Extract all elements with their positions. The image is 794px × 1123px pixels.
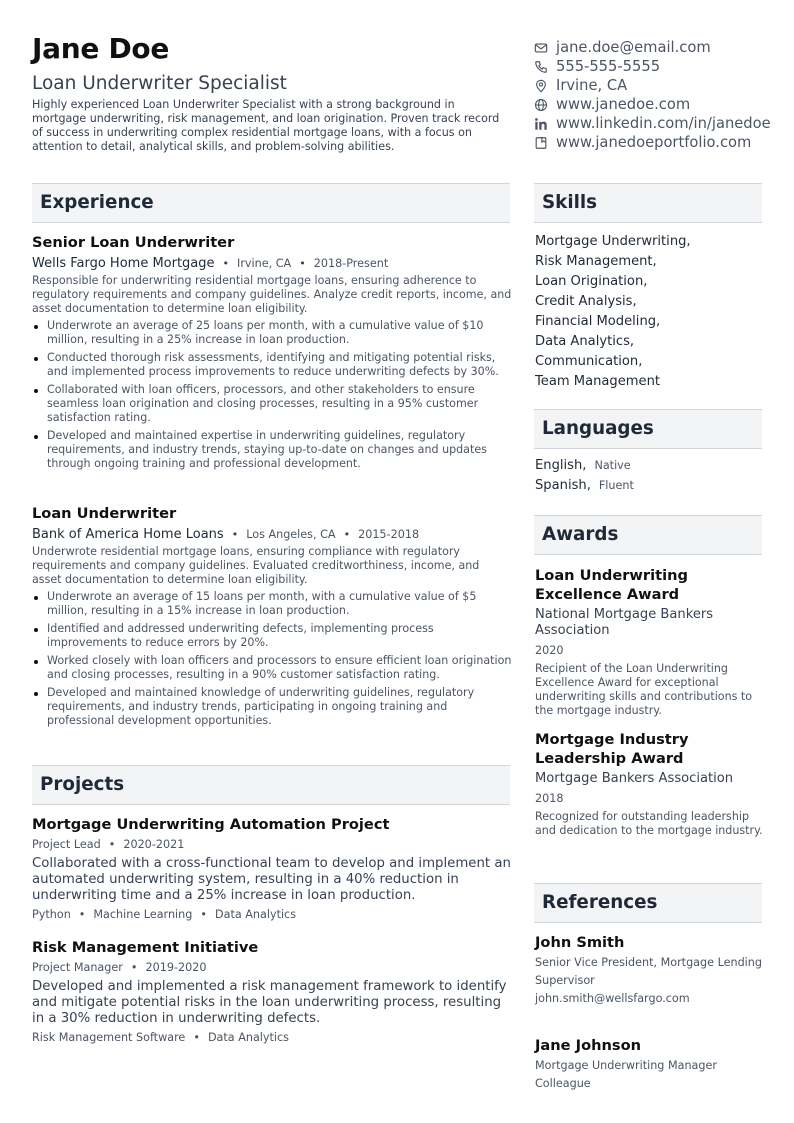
job-company: Bank of America Home Loans: [32, 527, 224, 542]
contact-portfolio[interactable]: [534, 133, 794, 152]
project-meta: [32, 960, 516, 975]
job-dates: 2015-2018: [358, 528, 420, 541]
separator-dot: •: [222, 257, 230, 270]
reference-email[interactable]: john.smith@wellsfargo.com: [535, 992, 690, 1005]
award-organization: National Mortgage Bankers Association: [535, 607, 714, 638]
job-location: Los Angeles, CA: [246, 528, 336, 541]
portfolio-icon: [534, 136, 548, 150]
phone-icon: [534, 60, 548, 74]
awards-section-header: [534, 515, 762, 555]
references-section-header: [534, 883, 762, 923]
email-icon: [534, 41, 548, 55]
reference-item: [535, 1037, 765, 1091]
project-description: Collaborated with a cross-functional team to develop and implement an automated underwriting system, resulting in a 40% reduction in underwriting time and a 25% increase in loan production.: [32, 856, 511, 903]
project-description: Developed and implemented a risk management framework to identify and mitigate potential risks in the loan underwriting process, resulting in a 30% reduction in underwriting defects.: [32, 979, 507, 1026]
award-organization: Mortgage Bankers Association: [535, 771, 734, 786]
reference-position: Senior Vice President, Mortgage Lending: [535, 956, 762, 969]
job-meta: [32, 526, 512, 543]
contact-website[interactable]: [534, 95, 794, 114]
achievement-item: Developed and maintained expertise in underwriting guidelines, regulatory requirements, and industry trends, staying up-to-date on changes and updates through ongoing training and professional development.: [32, 429, 512, 471]
award-title: Loan Underwriting Excellence Award: [535, 567, 688, 603]
project-title: Risk Management Initiative: [32, 939, 259, 956]
linkedin-icon: [534, 117, 548, 131]
skill-item: Risk Management,: [535, 254, 657, 269]
contact-email[interactable]: [534, 38, 794, 57]
award-description: Recipient of the Loan Underwriting Excellence Award for exceptional underwriting skills and contributions to the mortgage industry.: [535, 662, 753, 717]
separator-dot: •: [108, 838, 116, 851]
skill-item: Mortgage Underwriting,: [535, 234, 691, 249]
project-item: [32, 816, 516, 922]
candidate-name: Jane Doe: [32, 32, 170, 65]
experience-item: [32, 505, 512, 732]
contact-linkedin-text: www.linkedin.com/in/janedoe: [556, 115, 771, 132]
skill-item: Team Management: [535, 374, 661, 389]
project-dates: 2020-2021: [123, 838, 185, 851]
separator-dot: •: [231, 528, 239, 541]
reference-position: Mortgage Underwriting Manager: [535, 1059, 717, 1072]
award-item: [535, 730, 765, 838]
achievement-item: Collaborated with loan officers, processors, and other stakeholders to ensure seamless loan origination and closing processes, resulting in a 95% customer satisfaction rating.: [32, 383, 512, 425]
contact-portfolio-text: www.janedoeportfolio.com: [556, 134, 752, 151]
reference-name: John Smith: [535, 934, 625, 951]
job-dates: 2018-Present: [313, 257, 389, 270]
project-meta: [32, 837, 516, 852]
globe-icon: [534, 98, 548, 112]
award-year: 2018: [535, 792, 564, 805]
job-achievements: [32, 319, 512, 471]
languages-list: [535, 458, 763, 498]
project-role: Project Lead: [32, 838, 101, 851]
language-item: [535, 478, 763, 498]
contact-phone[interactable]: [534, 57, 794, 76]
project-tag: Machine Learning: [93, 908, 193, 921]
project-tag: Risk Management Software: [32, 1031, 186, 1044]
awards-heading: Awards: [542, 524, 619, 545]
award-title: Mortgage Industry Leadership Award: [535, 731, 689, 767]
contact-location-text: Irvine, CA: [556, 77, 628, 94]
project-item: [32, 939, 516, 1045]
skill-item: Data Analytics,: [535, 334, 635, 349]
separator-dot: •: [299, 257, 306, 270]
reference-name: Jane Johnson: [535, 1037, 641, 1054]
projects-section-header: [32, 765, 510, 805]
job-achievements: [32, 590, 512, 728]
reference-relation: Supervisor: [535, 974, 595, 987]
project-tag: Data Analytics: [214, 908, 297, 921]
achievement-item: Identified and addressed underwriting defects, implementing process improvements to reduce errors by 20%.: [32, 622, 512, 650]
project-tag: Data Analytics: [207, 1031, 290, 1044]
job-meta: [32, 255, 512, 272]
job-description: Underwrote residential mortgage loans, ensuring compliance with regulatory requirements and company guidelines. Evaluated creditworthiness, income, and asset documentation to determine loan eligibility.: [32, 545, 480, 586]
contact-website-text: www.janedoe.com: [556, 96, 691, 113]
achievement-item: Underwrote an average of 25 loans per month, with a cumulative value of $10 million, resulting in a 25% increase in loan production.: [32, 319, 512, 347]
reference-item: [535, 934, 765, 1006]
profile-summary: Highly experienced Loan Underwriter Specialist with a strong background in mortgage underwriting, risk management, and loan origination. Proven track record of success in underwriting complex residential mortgage loans, with a focus on attention to detail, analytical skills, and problem-solving abilities.: [32, 98, 500, 153]
achievement-item: Developed and maintained knowledge of underwriting guidelines, regulatory requirements, and industry trends, participating in ongoing training and professional development opportunities.: [32, 686, 512, 728]
contact-phone-text: 555-555-5555: [556, 58, 661, 75]
skills-list: [535, 232, 763, 392]
project-role: Project Manager: [32, 961, 123, 974]
skills-heading: Skills: [542, 192, 598, 213]
language-level: Fluent: [598, 479, 634, 492]
project-tag: Python: [32, 908, 71, 921]
language-name: Spanish,: [535, 478, 591, 493]
achievement-item: Underwrote an average of 15 loans per month, with a cumulative value of $5 million, resulting in a 15% increase in loan production.: [32, 590, 512, 618]
separator-dot: •: [78, 908, 86, 921]
projects-heading: Projects: [40, 774, 125, 795]
language-level: Native: [594, 459, 631, 472]
achievement-item: Conducted thorough risk assessments, identifying and mitigating potential risks, and implemented process improvements to reduce underwriting defects by 30%.: [32, 351, 512, 379]
separator-dot: •: [343, 528, 351, 541]
reference-relation: Colleague: [535, 1077, 591, 1090]
language-name: English,: [535, 458, 587, 473]
experience-section-header: [32, 183, 510, 223]
skills-section-header: [534, 183, 762, 223]
language-item: [535, 458, 763, 478]
job-title: Senior Loan Underwriter: [32, 234, 235, 251]
job-headline: Loan Underwriter Specialist: [32, 73, 287, 94]
job-title: Loan Underwriter: [32, 505, 177, 522]
contact-location: [534, 76, 794, 95]
experience-heading: Experience: [40, 192, 154, 213]
separator-dot: •: [130, 961, 138, 974]
skill-item: Financial Modeling,: [535, 314, 661, 329]
experience-item: [32, 234, 512, 475]
award-year: 2020: [535, 644, 564, 657]
job-location: Irvine, CA: [237, 257, 292, 270]
languages-section-header: [534, 409, 762, 449]
separator-dot: •: [193, 1031, 200, 1044]
award-item: [535, 566, 765, 718]
skill-item: Loan Origination,: [535, 274, 648, 289]
achievement-item: Worked closely with loan officers and processors to ensure efficient loan origination and closing processes, resulting in a 90% customer satisfaction rating.: [32, 654, 512, 682]
languages-heading: Languages: [542, 418, 654, 439]
references-heading: References: [542, 892, 658, 913]
skill-item: Credit Analysis,: [535, 294, 637, 309]
project-tags: [32, 1030, 516, 1045]
contact-linkedin[interactable]: [534, 114, 794, 133]
project-tags: [32, 907, 516, 922]
job-company: Wells Fargo Home Mortgage: [32, 256, 215, 271]
skill-item: Communication,: [535, 354, 643, 369]
award-description: Recognized for outstanding leadership and dedication to the mortgage industry.: [535, 810, 763, 837]
location-pin-icon: [534, 79, 548, 93]
contact-list: [534, 38, 794, 152]
job-description: Responsible for underwriting residential mortgage loans, ensuring adherence to regulatory requirements and company guidelines. Analyze credit reports, income, and asset documentation to determine loan eligibility.: [32, 274, 512, 315]
separator-dot: •: [200, 908, 207, 921]
contact-email-text: jane.doe@email.com: [556, 39, 711, 56]
project-title: Mortgage Underwriting Automation Project: [32, 816, 390, 833]
project-dates: 2019-2020: [145, 961, 207, 974]
